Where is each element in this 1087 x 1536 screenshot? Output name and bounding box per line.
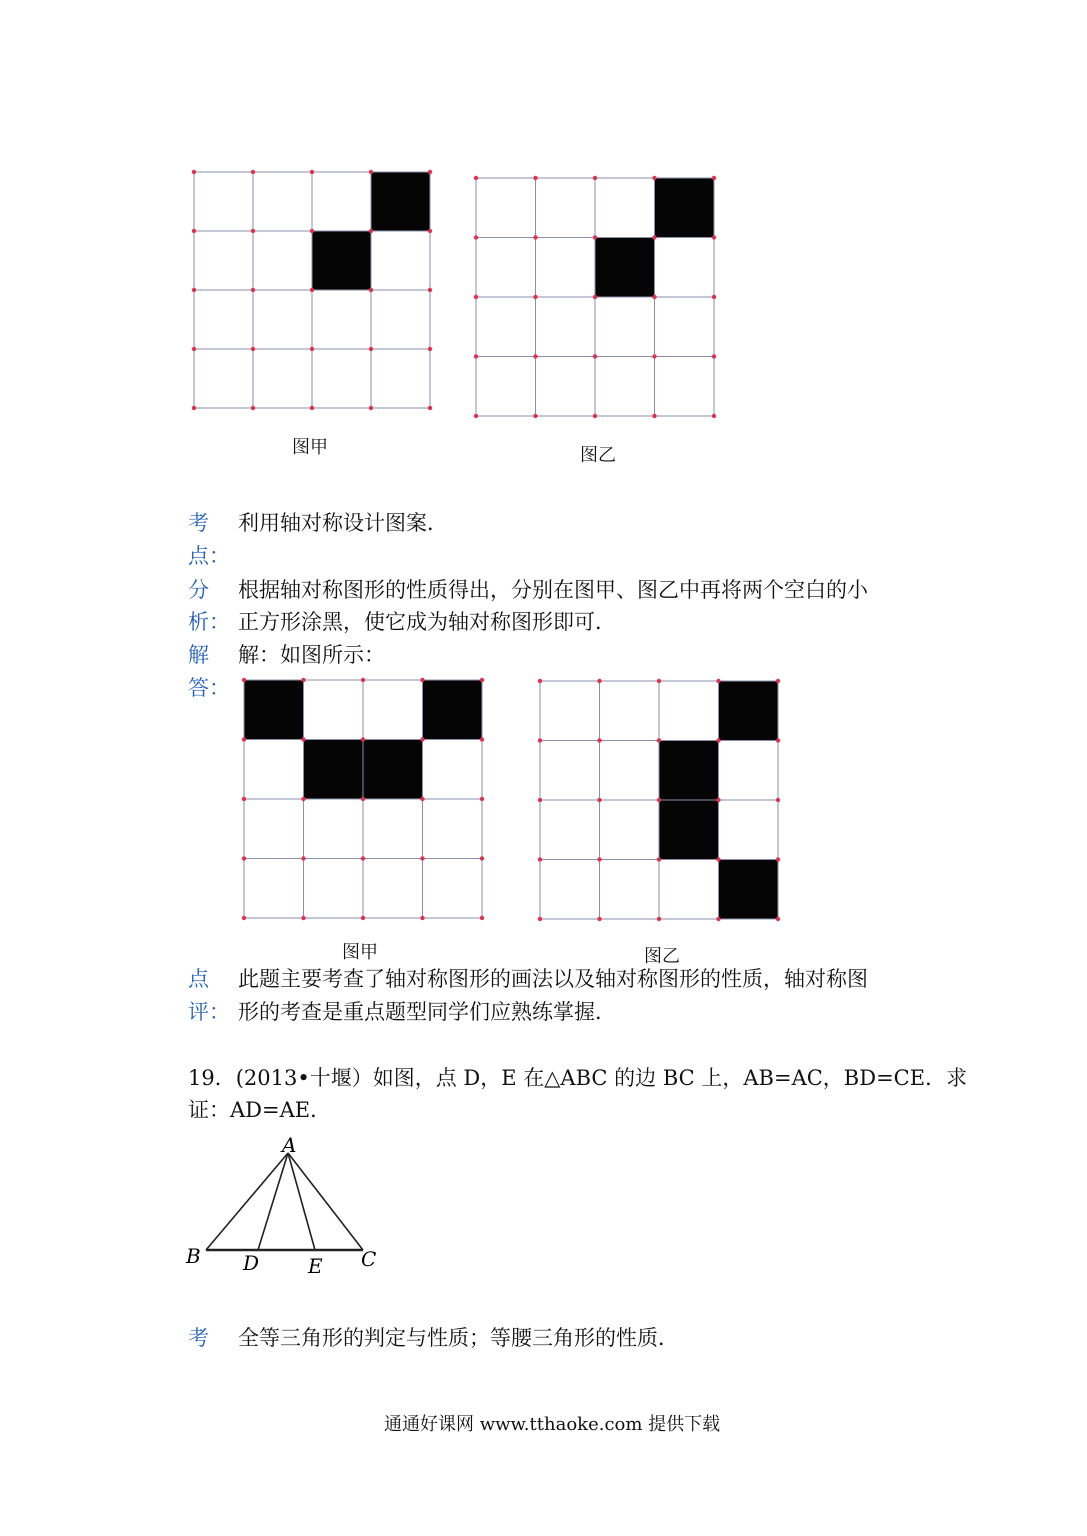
grid-dot xyxy=(242,916,246,920)
grid-dot xyxy=(420,916,424,920)
label-e: E xyxy=(308,1254,323,1278)
grid-dot xyxy=(712,235,716,239)
kaodian-label: 考 xyxy=(188,511,209,535)
grid-dot xyxy=(776,679,780,683)
grid-dot xyxy=(533,235,537,239)
grid-dot xyxy=(310,229,314,233)
triangle-figure xyxy=(180,1135,390,1285)
grid-dot xyxy=(369,406,373,410)
grid-dot xyxy=(192,288,196,292)
grid-dot xyxy=(712,295,716,299)
grid-answer-left xyxy=(236,672,492,928)
grid-dot xyxy=(776,917,780,921)
grid-dot xyxy=(192,347,196,351)
black-cell xyxy=(719,860,779,920)
label-d: D xyxy=(243,1251,260,1275)
jieda-label-2: 答： xyxy=(188,676,230,700)
grid-dot xyxy=(301,916,305,920)
grid-dot xyxy=(712,414,716,418)
grid-dot xyxy=(310,288,314,292)
grid-dot xyxy=(361,916,365,920)
grid-dot xyxy=(776,798,780,802)
grid-dot xyxy=(533,295,537,299)
grid-dot xyxy=(251,170,255,174)
grid-dot xyxy=(361,797,365,801)
grid-dot xyxy=(369,170,373,174)
grid-dot xyxy=(657,857,661,861)
grid-dot xyxy=(251,288,255,292)
label-b: B xyxy=(186,1244,201,1268)
grid-dot xyxy=(480,737,484,741)
grid-dot xyxy=(716,679,720,683)
page-footer: 通通好课网 www.tthaoke.com 提供下载 xyxy=(384,1414,721,1435)
grid-dot xyxy=(420,856,424,860)
grid-top-left xyxy=(186,166,438,418)
black-cell xyxy=(655,178,715,238)
grid-dot xyxy=(428,288,432,292)
side-ac xyxy=(288,1153,363,1250)
grid-dot xyxy=(538,798,542,802)
caption-answer-right: 图乙 xyxy=(644,946,680,967)
grid-dot xyxy=(533,354,537,358)
grid-dot xyxy=(428,347,432,351)
caption-answer-left: 图甲 xyxy=(342,942,378,963)
grid-dot xyxy=(538,917,542,921)
grid-dot xyxy=(716,857,720,861)
grid-dot xyxy=(593,176,597,180)
black-cell xyxy=(312,231,371,290)
grid-dot xyxy=(657,679,661,683)
black-cell xyxy=(659,741,719,801)
black-cell xyxy=(719,681,779,741)
grid-dot xyxy=(776,738,780,742)
black-cell xyxy=(371,172,430,231)
black-cell xyxy=(659,800,719,860)
black-cell xyxy=(244,680,304,740)
grid-dot xyxy=(593,295,597,299)
grid-dot xyxy=(538,857,542,861)
grid-dot xyxy=(652,354,656,358)
grid-dot xyxy=(420,678,424,682)
grid-answer-right xyxy=(532,673,788,929)
grid-dot xyxy=(251,347,255,351)
question-19-line-2: 证：AD=AE． xyxy=(188,1098,332,1122)
grid-dot xyxy=(657,738,661,742)
grid-dot xyxy=(301,737,305,741)
grid-dot xyxy=(242,856,246,860)
kaodian-text-section3: 全等三角形的判定与性质；等腰三角形的性质． xyxy=(238,1326,679,1350)
grid-dot xyxy=(597,857,601,861)
grid-dot xyxy=(652,176,656,180)
grid-dot xyxy=(597,679,601,683)
kaodian-text: 利用轴对称设计图案． xyxy=(238,511,448,535)
grid-dot xyxy=(251,229,255,233)
fenxi-line-1: 根据轴对称图形的性质得出，分别在图甲、图乙中再将两个空白的小 xyxy=(238,578,868,602)
grid-dot xyxy=(593,414,597,418)
grid-dot xyxy=(242,797,246,801)
grid-dot xyxy=(301,678,305,682)
grid-dot xyxy=(716,917,720,921)
question-19-line-1: 19．(2013•十堰）如图，点 D，E 在△ABC 的边 BC 上，AB=AC，BD=CE．求 xyxy=(188,1066,968,1090)
kaodian-label-2: 点： xyxy=(188,544,230,568)
grid-dot xyxy=(310,347,314,351)
grid-dot xyxy=(474,414,478,418)
grid-dot xyxy=(474,176,478,180)
side-ab xyxy=(206,1153,288,1250)
dianping-label: 点 xyxy=(188,967,209,991)
grid-top-right xyxy=(468,171,720,423)
grid-dot xyxy=(716,738,720,742)
grid-dot xyxy=(480,678,484,682)
grid-dot xyxy=(597,738,601,742)
grid-dot xyxy=(652,235,656,239)
grid-dot xyxy=(474,295,478,299)
black-cell xyxy=(595,238,655,298)
grid-dot xyxy=(657,798,661,802)
grid-dot xyxy=(712,176,716,180)
grid-dot xyxy=(538,738,542,742)
grid-dot xyxy=(192,406,196,410)
grid-dot xyxy=(369,347,373,351)
black-cell xyxy=(304,740,364,800)
grid-dot xyxy=(192,170,196,174)
black-cell xyxy=(363,740,423,800)
grid-dot xyxy=(776,857,780,861)
grid-dot xyxy=(652,414,656,418)
jieda-label: 解 xyxy=(188,643,209,667)
grid-dot xyxy=(474,354,478,358)
grid-dot xyxy=(716,798,720,802)
grid-dot xyxy=(369,288,373,292)
grid-dot xyxy=(597,917,601,921)
dianping-line-2: 形的考查是重点题型同学们应熟练掌握． xyxy=(238,1000,616,1024)
grid-dot xyxy=(361,678,365,682)
grid-dot xyxy=(420,737,424,741)
grid-dot xyxy=(597,798,601,802)
grid-dot xyxy=(301,797,305,801)
grid-dot xyxy=(480,797,484,801)
grid-dot xyxy=(428,170,432,174)
fenxi-line-2: 正方形涂黑，使它成为轴对称图形即可． xyxy=(238,610,616,634)
grid-dot xyxy=(480,856,484,860)
segment-ad xyxy=(258,1153,288,1250)
dianping-label-2: 评： xyxy=(188,1000,230,1024)
grid-dot xyxy=(242,737,246,741)
grid-dot xyxy=(712,354,716,358)
grid-dot xyxy=(361,737,365,741)
grid-dot xyxy=(361,856,365,860)
grid-dot xyxy=(593,235,597,239)
caption-top-left: 图甲 xyxy=(292,437,328,458)
segment-ae xyxy=(288,1153,315,1250)
grid-dot xyxy=(242,678,246,682)
grid-dot xyxy=(310,406,314,410)
jieda-text: 解：如图所示： xyxy=(238,643,385,667)
grid-dot xyxy=(420,797,424,801)
grid-dot xyxy=(301,856,305,860)
grid-dot xyxy=(593,354,597,358)
dianping-line-1: 此题主要考查了轴对称图形的画法以及轴对称图形的性质，轴对称图 xyxy=(238,967,868,991)
grid-dot xyxy=(657,917,661,921)
grid-dot xyxy=(480,916,484,920)
kaodian-label-section3: 考 xyxy=(188,1326,209,1350)
caption-top-right: 图乙 xyxy=(580,445,616,466)
grid-dot xyxy=(533,176,537,180)
grid-dot xyxy=(192,229,196,233)
grid-dot xyxy=(369,229,373,233)
grid-dot xyxy=(474,235,478,239)
grid-dot xyxy=(652,295,656,299)
grid-dot xyxy=(310,170,314,174)
grid-dot xyxy=(533,414,537,418)
label-c: C xyxy=(361,1247,377,1271)
label-a: A xyxy=(282,1135,297,1157)
grid-dot xyxy=(428,406,432,410)
black-cell xyxy=(423,680,483,740)
fenxi-label-2: 析： xyxy=(188,610,230,634)
grid-dot xyxy=(538,679,542,683)
grid-dot xyxy=(251,406,255,410)
grid-dot xyxy=(428,229,432,233)
fenxi-label: 分 xyxy=(188,578,209,602)
